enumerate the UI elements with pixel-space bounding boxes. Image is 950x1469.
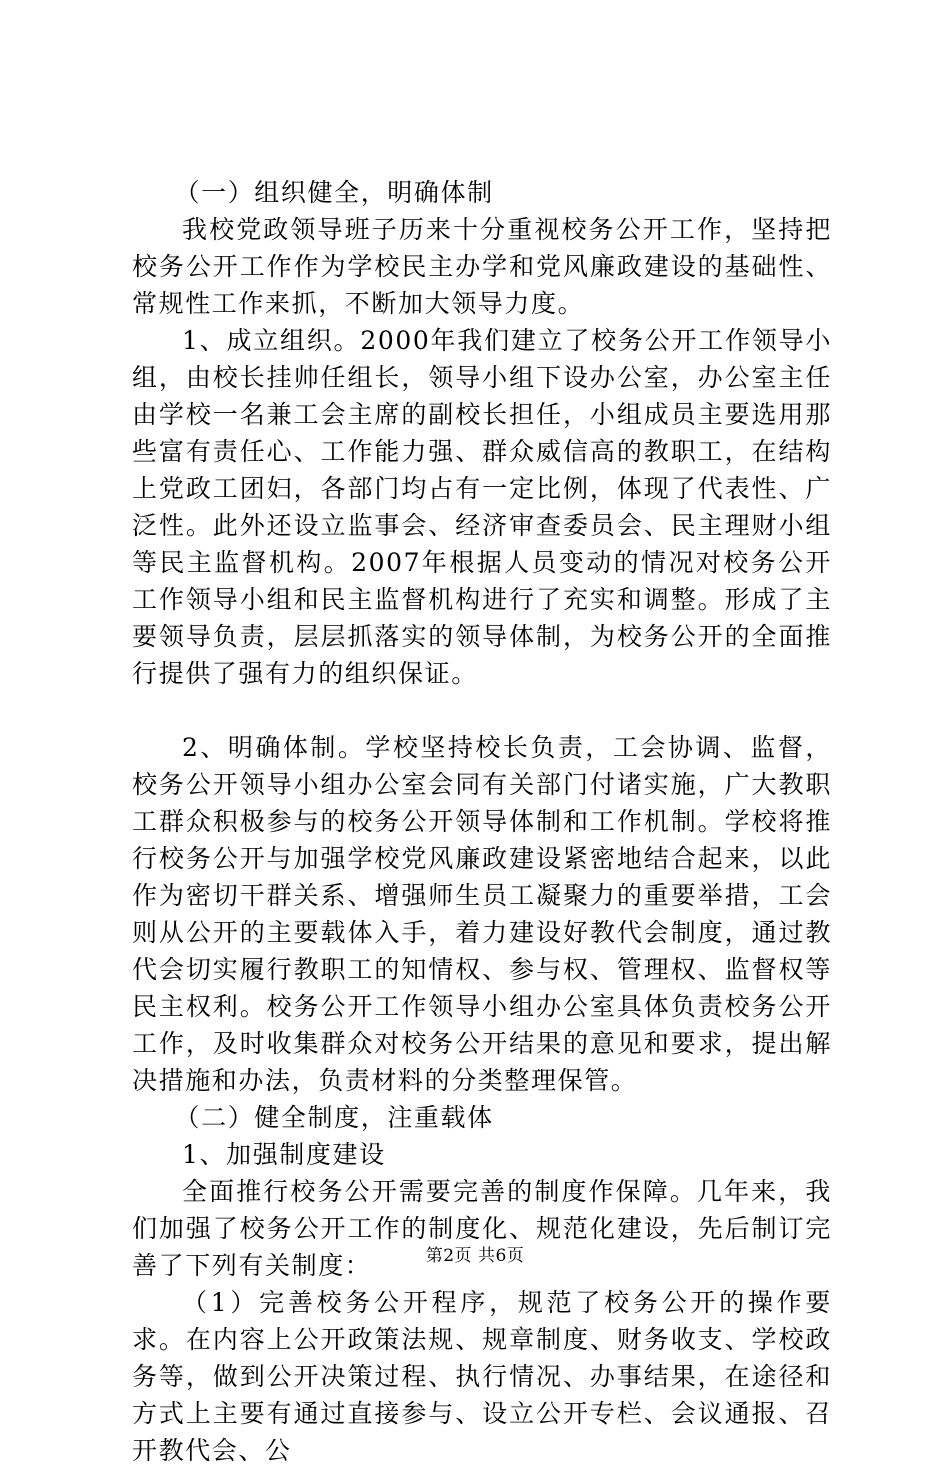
section-heading-system: （二）健全制度，注重载体 [174, 1103, 494, 1132]
body-paragraph: 我校党政领导班子历来十分重视校务公开工作，坚持把校务公开工作作为学校民主办学和党风廉政建设的基础性、常规性工作来抓，不断加大领导力度。 [132, 215, 832, 318]
body-paragraph: 全面推行校务公开需要完善的制度作保障。几年来，我们加强了校务公开工作的制度化、规范化建设，先后制订完善了下列有关制度： [132, 1177, 832, 1280]
subheading: 1、加强制度建设 [182, 1140, 386, 1169]
section-heading-organization: （一）组织健全，明确体制 [174, 178, 494, 207]
paragraph-gap [132, 692, 832, 729]
page-footer: 第2页 共6页 [425, 1246, 525, 1266]
body-paragraph: 2、明确体制。学校坚持校长负责，工会协调、监督，校务公开领导小组办公室会同有关部门付诸实施，广大教职工群众积极参与的校务公开领导体制和工作机制。学校将推行校务公开与加强学校党风廉政建设紧密地结合起来，以此作为密切干群关系、增强师生员工凝聚力的重要举措，工会则从公开的主要载体入手，着力建设好教代会制度，通过教代会切实履行教职工的知情权、参与权、管理权、监督权等民主权利。校务公开工作领导小组办公室具体负责校务公开工作，及时收集群众对校务公开结果的意见和要求，提出解决措施和办法，负责材料的分类整理保管。 [132, 733, 832, 1095]
body-paragraph: （1）完善校务公开程序，规范了校务公开的操作要求。在内容上公开政策法规、规章制度、财务收支、学校政务等，做到公开决策过程、执行情况、办事结果，在途径和方式上主要有通过直接参与、设立公开专栏、会议通报、召开教代会、公 [132, 1288, 832, 1465]
document-body [132, 174, 832, 1469]
body-paragraph: 1、成立组织。2000年我们建立了校务公开工作领导小组，由校长挂帅任组长，领导小组下设办公室，办公室主任由学校一名兼工会主席的副校长担任，小组成员主要选用那些富有责任心、工作能力强、群众威信高的教职工，在结构上党政工团妇，各部门均占有一定比例，体现了代表性、广泛性。此外还设立监事会、经济审查委员会、民主理财小组等民主监督机构。2007年根据人员变动的情况对校务公开工作领导小组和民主监督机构进行了充实和调整。形成了主要领导负责，层层抓落实的领导体制，为校务公开的全面推行提供了强有力的组织保证。 [132, 326, 832, 688]
